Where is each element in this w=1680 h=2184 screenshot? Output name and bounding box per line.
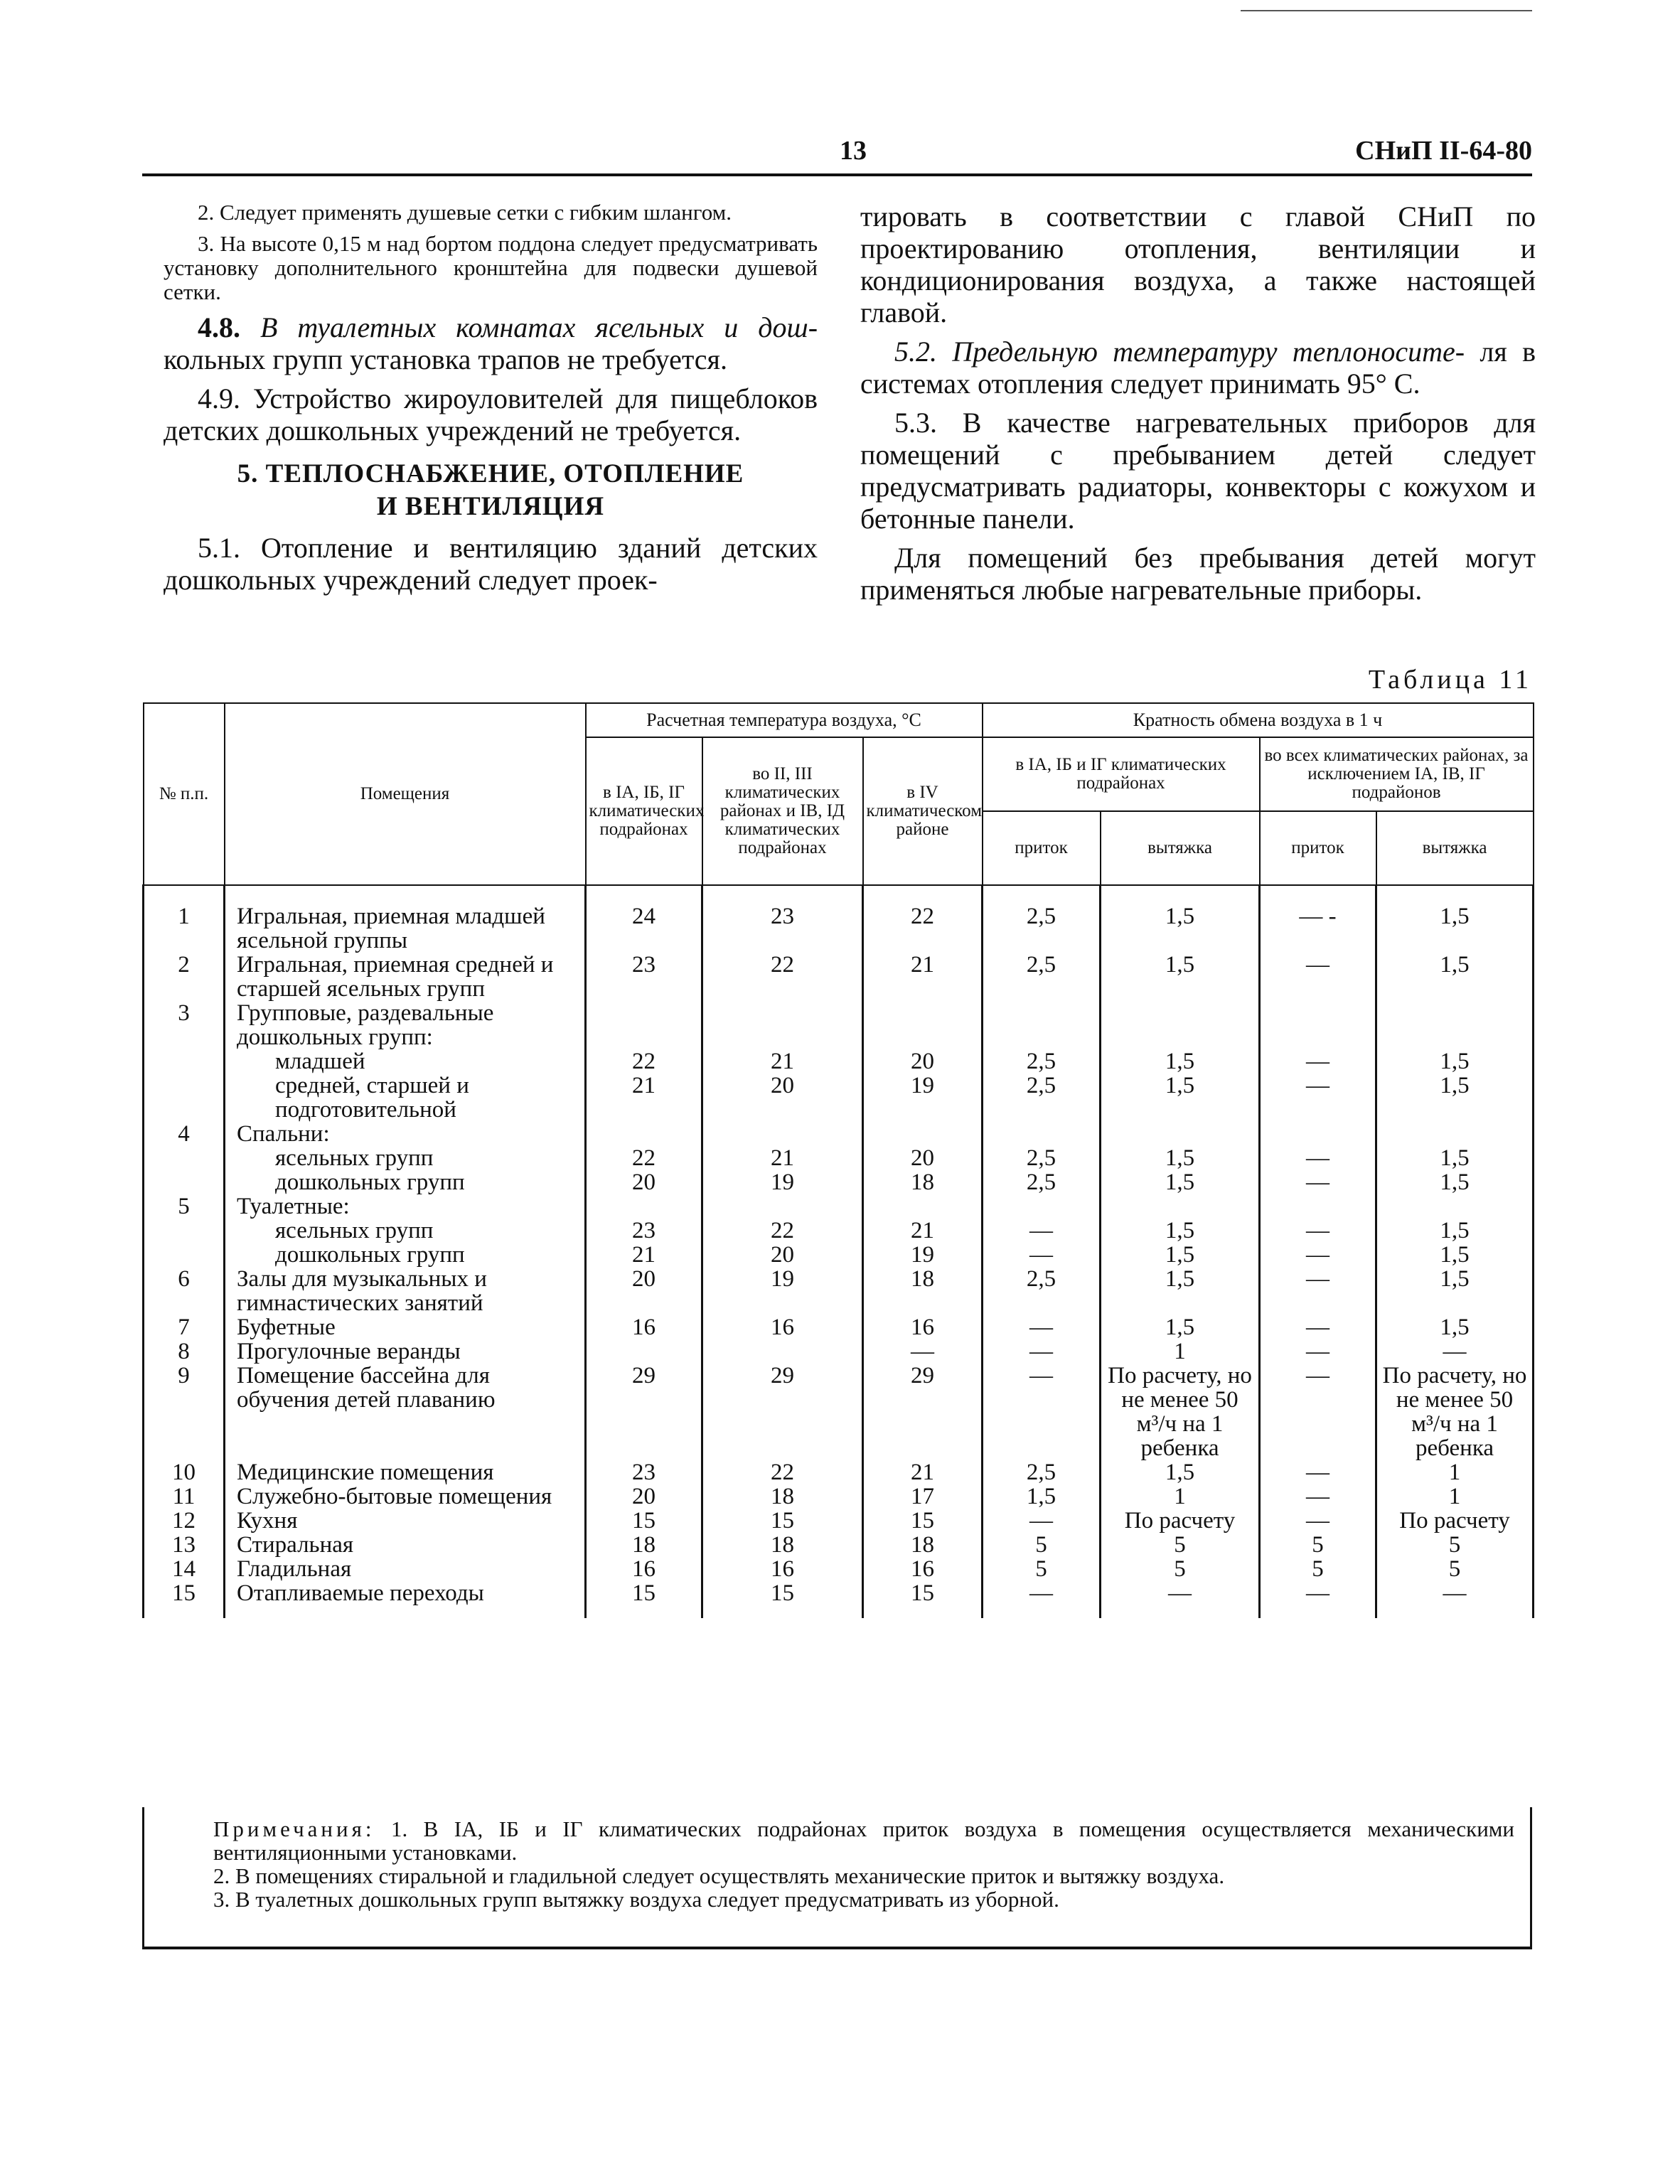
cell-b-in: —: [1260, 1170, 1376, 1194]
cell-a-out: По расчету, но не менее 50 м³/ч на 1 ребенка: [1101, 1364, 1260, 1460]
cell-a-out: 1,5: [1101, 1170, 1260, 1194]
table-row: [144, 1170, 1534, 1194]
cell-t2: 22: [702, 953, 863, 1001]
cell-t1: 23: [586, 1460, 702, 1484]
cell-a-out: [1101, 1001, 1260, 1049]
cell-a-out: 1,5: [1101, 1049, 1260, 1074]
row-number: 12: [144, 1509, 225, 1533]
cell-t3: [863, 1194, 983, 1219]
cell-t1: 24: [586, 885, 702, 953]
row-number: 3: [144, 1001, 225, 1049]
cell-a-in: —: [983, 1364, 1101, 1460]
cell-t3: 21: [863, 1460, 983, 1484]
cell-t1: 20: [586, 1267, 702, 1315]
table-row: [144, 1581, 1534, 1618]
cell-a-in: —: [983, 1509, 1101, 1533]
table-row: [144, 1509, 1534, 1533]
cell-b-in: —: [1260, 1049, 1376, 1074]
cell-t2: 22: [702, 1460, 863, 1484]
row-number: 1: [144, 885, 225, 953]
cell-a-out: 5: [1101, 1533, 1260, 1557]
room-name: дошкольных групп: [225, 1243, 586, 1267]
cell-b-in: [1260, 1001, 1376, 1049]
row-number: 8: [144, 1339, 225, 1364]
paragraph-5-3: 5.3. В качестве нагревательных приборов для помещений с пребыванием детей следует предусматривать радиаторы, конвекторы с кожухом и бетонные панели.: [860, 407, 1536, 535]
room-name: Медицинские помещения: [225, 1460, 586, 1484]
row-number: 5: [144, 1194, 225, 1219]
paragraph-5-2: [860, 336, 1536, 400]
cell-t3: [863, 1001, 983, 1049]
clause-text: ля в системах отопления следует принимать 95° С.: [860, 336, 1536, 400]
cell-t3: 20: [863, 1049, 983, 1074]
clause-italic-text: В туалетных комнатах ясельных и дош-: [260, 311, 818, 343]
table-row: [144, 1460, 1534, 1484]
table-row: [144, 1364, 1534, 1460]
cell-b-out: 1,5: [1376, 1170, 1534, 1194]
cell-t3: [863, 1122, 983, 1146]
section-title: [164, 458, 818, 523]
cell-b-in: [1260, 1122, 1376, 1146]
left-column: [164, 200, 818, 603]
cell-t1: 16: [586, 1315, 702, 1339]
table-row: [144, 1049, 1534, 1074]
cell-t2: 23: [702, 885, 863, 953]
cell-t3: 15: [863, 1509, 983, 1533]
paragraph-5-3b: Для помещений без пребывания детей могут применяться любые нагревательные приборы.: [860, 542, 1536, 606]
cell-b-out: [1376, 1194, 1534, 1219]
room-name: Гладильная: [225, 1557, 586, 1581]
room-name: Игральная, приемная младшей ясельной группы: [225, 885, 586, 953]
cell-t2: 19: [702, 1170, 863, 1194]
cell-b-in: —: [1260, 1315, 1376, 1339]
clause-text: кольных групп установка трапов не требуется.: [164, 343, 727, 375]
room-name: Игральная, приемная средней и старшей ясельных групп: [225, 953, 586, 1001]
cell-a-in: 1,5: [983, 1484, 1101, 1509]
cell-b-in: —: [1260, 1484, 1376, 1509]
cell-a-out: 1,5: [1101, 1460, 1260, 1484]
clause-italic-text: Предельную температуру теплоносите-: [952, 336, 1465, 368]
cell-t2: [702, 1001, 863, 1049]
header-inflow: приток: [983, 811, 1101, 885]
cell-t2: 21: [702, 1049, 863, 1074]
cell-b-out: 1,5: [1376, 1074, 1534, 1122]
table-row: [144, 1194, 1534, 1219]
cell-b-out: [1376, 1122, 1534, 1146]
cell-t1: 21: [586, 1243, 702, 1267]
cell-t3: 21: [863, 953, 983, 1001]
cell-b-in: —: [1260, 1146, 1376, 1170]
clause-number: 4.8.: [198, 311, 240, 343]
cell-b-in: —: [1260, 1460, 1376, 1484]
table-row: [144, 1315, 1534, 1339]
cell-t2: [702, 1339, 863, 1364]
cell-t2: 16: [702, 1315, 863, 1339]
cell-t3: 22: [863, 885, 983, 953]
cell-b-out: 1,5: [1376, 1315, 1534, 1339]
cell-t1: 15: [586, 1581, 702, 1618]
cell-t2: 18: [702, 1533, 863, 1557]
table-row: [144, 1484, 1534, 1509]
cell-b-out: —: [1376, 1581, 1534, 1618]
cell-b-in: 5: [1260, 1557, 1376, 1581]
table-row: [144, 1339, 1534, 1364]
cell-b-in: 5: [1260, 1533, 1376, 1557]
cell-t3: 20: [863, 1146, 983, 1170]
cell-a-in: 2,5: [983, 1170, 1101, 1194]
cell-a-in: 2,5: [983, 1460, 1101, 1484]
cell-t2: 21: [702, 1146, 863, 1170]
row-number: [144, 1049, 225, 1074]
header-exchange-group: Кратность обмена воздуха в 1 ч: [983, 703, 1534, 737]
cell-b-out: По расчету, но не менее 50 м³/ч на 1 ребенка: [1376, 1364, 1534, 1460]
cell-t3: 18: [863, 1170, 983, 1194]
header-temperature-group: Расчетная температура воздуха, °С: [586, 703, 983, 737]
table-body: [144, 885, 1534, 1618]
cell-t2: 18: [702, 1484, 863, 1509]
cell-t3: 15: [863, 1581, 983, 1618]
cell-b-out: —: [1376, 1339, 1534, 1364]
row-number: [144, 1146, 225, 1170]
cell-t3: 19: [863, 1243, 983, 1267]
row-number: 13: [144, 1533, 225, 1557]
cell-a-out: 1,5: [1101, 1146, 1260, 1170]
cell-b-in: [1260, 1194, 1376, 1219]
header-rule: [142, 173, 1532, 176]
table-row: [144, 1146, 1534, 1170]
cell-t3: 16: [863, 1557, 983, 1581]
cell-a-out: —: [1101, 1581, 1260, 1618]
cell-t1: 29: [586, 1364, 702, 1460]
cell-t2: 22: [702, 1219, 863, 1243]
room-name: Спальни:: [225, 1122, 586, 1146]
cell-b-out: 1,5: [1376, 1049, 1534, 1074]
top-decorative-rule: [1241, 10, 1532, 11]
page-number: 13: [840, 136, 867, 166]
notes: [213, 1817, 1514, 1911]
cell-t2: 20: [702, 1074, 863, 1122]
header-exchange-b: во всех климатических районах, за исключением IA, IB, IГ подрайонов: [1260, 737, 1534, 811]
row-number: 2: [144, 953, 225, 1001]
table-row: [144, 953, 1534, 1001]
note-3: 3. В туалетных дошкольных групп вытяжку воздуха следует предусматривать из уборной.: [213, 1887, 1059, 1912]
room-name: Отапливаемые переходы: [225, 1581, 586, 1618]
cell-t2: 29: [702, 1364, 863, 1460]
cell-a-in: 2,5: [983, 885, 1101, 953]
cell-t2: 19: [702, 1267, 863, 1315]
cell-a-in: —: [983, 1339, 1101, 1364]
row-number: 15: [144, 1581, 225, 1618]
cell-t3: 16: [863, 1315, 983, 1339]
room-name: Буфетные: [225, 1315, 586, 1339]
room-name: Залы для музыкальных и гимнастических занятий: [225, 1267, 586, 1315]
cell-t3: 29: [863, 1364, 983, 1460]
right-column: [860, 200, 1536, 613]
paragraph: 2. Следует применять душевые сетки с гибким шлангом.: [198, 200, 732, 225]
cell-t3: 21: [863, 1219, 983, 1243]
room-name: Служебно-бытовые помещения: [225, 1484, 586, 1509]
row-number: [144, 1074, 225, 1122]
section-title-line: И ВЕНТИЛЯЦИЯ: [376, 492, 605, 521]
cell-t2: [702, 1122, 863, 1146]
paragraph-4-8: [164, 311, 818, 375]
cell-a-in: —: [983, 1243, 1101, 1267]
cell-b-out: 1: [1376, 1484, 1534, 1509]
cell-a-out: 1,5: [1101, 1074, 1260, 1122]
header-temp-1: в IA, IБ, IГ климатических подрайонах: [586, 737, 702, 885]
cell-b-in: —: [1260, 1243, 1376, 1267]
header-temp-3: в IV климатическом районе: [863, 737, 983, 885]
table-row: [144, 1267, 1534, 1315]
cell-a-in: 2,5: [983, 1074, 1101, 1122]
cell-t1: [586, 1001, 702, 1049]
cell-a-in: 2,5: [983, 1146, 1101, 1170]
cell-a-out: [1101, 1194, 1260, 1219]
cell-a-out: 1,5: [1101, 1315, 1260, 1339]
cell-a-in: —: [983, 1581, 1101, 1618]
row-number: [144, 1170, 225, 1194]
cell-t1: 22: [586, 1146, 702, 1170]
cell-b-out: 1,5: [1376, 1146, 1534, 1170]
note-1: [213, 1817, 1514, 1864]
header-exhaust: вытяжка: [1101, 811, 1260, 885]
cell-t2: 20: [702, 1243, 863, 1267]
room-name: Помещение бассейна для обучения детей плаванию: [225, 1364, 586, 1460]
cell-b-in: —: [1260, 1581, 1376, 1618]
cell-a-out: 1,5: [1101, 885, 1260, 953]
cell-a-out: [1101, 1122, 1260, 1146]
cell-a-out: 1,5: [1101, 1219, 1260, 1243]
room-name: Кухня: [225, 1509, 586, 1533]
cell-a-in: —: [983, 1315, 1101, 1339]
table-row: [144, 1219, 1534, 1243]
row-number: 7: [144, 1315, 225, 1339]
cell-a-out: 1,5: [1101, 953, 1260, 1001]
cell-t1: [586, 1339, 702, 1364]
row-number: 11: [144, 1484, 225, 1509]
cell-a-in: [983, 1194, 1101, 1219]
cell-t1: 23: [586, 1219, 702, 1243]
cell-b-out: [1376, 1001, 1534, 1049]
note-text: 1. В IA, IБ и IГ климатических подрайонах приток воздуха в помещения осуществляется механическими вентиляционными установками.: [213, 1816, 1515, 1865]
table-row: [144, 1243, 1534, 1267]
cell-b-out: По расчету: [1376, 1509, 1534, 1533]
page-header: [142, 129, 1532, 169]
row-number: 14: [144, 1557, 225, 1581]
cell-t3: 18: [863, 1267, 983, 1315]
room-name: младшей: [225, 1049, 586, 1074]
cell-a-in: 5: [983, 1533, 1101, 1557]
cell-t2: [702, 1194, 863, 1219]
cell-a-out: 1: [1101, 1339, 1260, 1364]
cell-t3: 19: [863, 1074, 983, 1122]
table-row: [144, 1122, 1534, 1146]
cell-b-out: 1: [1376, 1460, 1534, 1484]
cell-b-out: 1,5: [1376, 1219, 1534, 1243]
cell-a-out: 1,5: [1101, 1243, 1260, 1267]
room-name: средней, старшей и подготовительной: [225, 1074, 586, 1122]
note-2: 2. В помещениях стиральной и гладильной следует осуществлять механические приток и вытяжку воздуха.: [213, 1863, 1225, 1888]
cell-a-in: [983, 1001, 1101, 1049]
cell-t2: 16: [702, 1557, 863, 1581]
cell-b-in: —: [1260, 1339, 1376, 1364]
cell-b-out: 1,5: [1376, 1243, 1534, 1267]
table-row: [144, 885, 1534, 953]
cell-a-in: [983, 1122, 1101, 1146]
cell-t1: 20: [586, 1170, 702, 1194]
section-title-line: 5. ТЕПЛОСНАБЖЕНИЕ, ОТОПЛЕНИЕ: [237, 459, 744, 488]
cell-t3: 17: [863, 1484, 983, 1509]
header-exhaust: вытяжка: [1376, 811, 1534, 885]
cell-a-in: 2,5: [983, 1049, 1101, 1074]
row-number: [144, 1219, 225, 1243]
cell-t1: 22: [586, 1049, 702, 1074]
cell-b-out: 1,5: [1376, 953, 1534, 1001]
clause-number: 5.2.: [894, 336, 937, 368]
cell-t1: 20: [586, 1484, 702, 1509]
cell-b-out: 1,5: [1376, 1267, 1534, 1315]
header-inflow: приток: [1260, 811, 1376, 885]
paragraph-4-9: 4.9. Устройство жироуловителей для пищеблоков детских дошкольных учреждений не требуется.: [164, 382, 818, 446]
header-exchange-a: в IA, IБ и IГ климатических подрайонах: [983, 737, 1260, 811]
ventilation-table: [142, 702, 1534, 1618]
cell-b-in: —: [1260, 1364, 1376, 1460]
paragraph-5-1-cont: тировать в соответствии с главой СНиП по проектированию отопления, вентиляции и кондиционирования воздуха, а также настоящей главой.: [860, 200, 1536, 328]
cell-b-in: —: [1260, 953, 1376, 1001]
cell-a-in: —: [983, 1219, 1101, 1243]
room-name: Прогулочные веранды: [225, 1339, 586, 1364]
document-code: СНиП II-64-80: [1355, 136, 1532, 166]
table-row: [144, 1074, 1534, 1122]
cell-t3: —: [863, 1339, 983, 1364]
table-row: [144, 1001, 1534, 1049]
row-number: [144, 1243, 225, 1267]
header-num: № п.п.: [144, 703, 225, 885]
cell-t1: 23: [586, 953, 702, 1001]
notes-label: Примечания:: [213, 1816, 375, 1841]
cell-t1: [586, 1122, 702, 1146]
row-number: 10: [144, 1460, 225, 1484]
header-room: Помещения: [225, 703, 586, 885]
cell-b-in: —: [1260, 1509, 1376, 1533]
cell-t1: [586, 1194, 702, 1219]
cell-t1: 16: [586, 1557, 702, 1581]
cell-b-out: 1,5: [1376, 885, 1534, 953]
cell-a-out: 5: [1101, 1557, 1260, 1581]
cell-t2: 15: [702, 1581, 863, 1618]
room-name: Стиральная: [225, 1533, 586, 1557]
paragraph-5-1: 5.1. Отопление и вентиляцию зданий детских дошкольных учреждений следует проек-: [164, 532, 818, 596]
table-label: Таблица 11: [1368, 665, 1532, 695]
cell-b-in: —: [1260, 1074, 1376, 1122]
room-name: ясельных групп: [225, 1219, 586, 1243]
cell-t1: 21: [586, 1074, 702, 1122]
cell-b-in: —: [1260, 1267, 1376, 1315]
cell-b-in: —: [1260, 1219, 1376, 1243]
cell-a-in: 5: [983, 1557, 1101, 1581]
table-row: [144, 1533, 1534, 1557]
cell-b-in: — -: [1260, 885, 1376, 953]
room-name: Групповые, раздевальные дошкольных групп:: [225, 1001, 586, 1049]
room-name: дошкольных групп: [225, 1170, 586, 1194]
paragraph: 3. На высоте 0,15 м над бортом поддона следует предусматривать установку дополнительного кронштейна для подвески душевой сетки.: [164, 231, 818, 304]
cell-a-in: 2,5: [983, 1267, 1101, 1315]
header-temp-2: во II, III климатических районах и IВ, IД климатических подрайонах: [702, 737, 863, 885]
cell-t1: 18: [586, 1533, 702, 1557]
room-name: ясельных групп: [225, 1146, 586, 1170]
table-row: [144, 1557, 1534, 1581]
cell-b-out: 5: [1376, 1557, 1534, 1581]
cell-b-out: 5: [1376, 1533, 1534, 1557]
row-number: 4: [144, 1122, 225, 1146]
cell-a-out: 1: [1101, 1484, 1260, 1509]
cell-a-out: По расчету: [1101, 1509, 1260, 1533]
cell-t3: 18: [863, 1533, 983, 1557]
cell-a-out: 1,5: [1101, 1267, 1260, 1315]
cell-a-in: 2,5: [983, 953, 1101, 1001]
cell-t2: 15: [702, 1509, 863, 1533]
row-number: 9: [144, 1364, 225, 1460]
room-name: Туалетные:: [225, 1194, 586, 1219]
row-number: 6: [144, 1267, 225, 1315]
cell-t1: 15: [586, 1509, 702, 1533]
